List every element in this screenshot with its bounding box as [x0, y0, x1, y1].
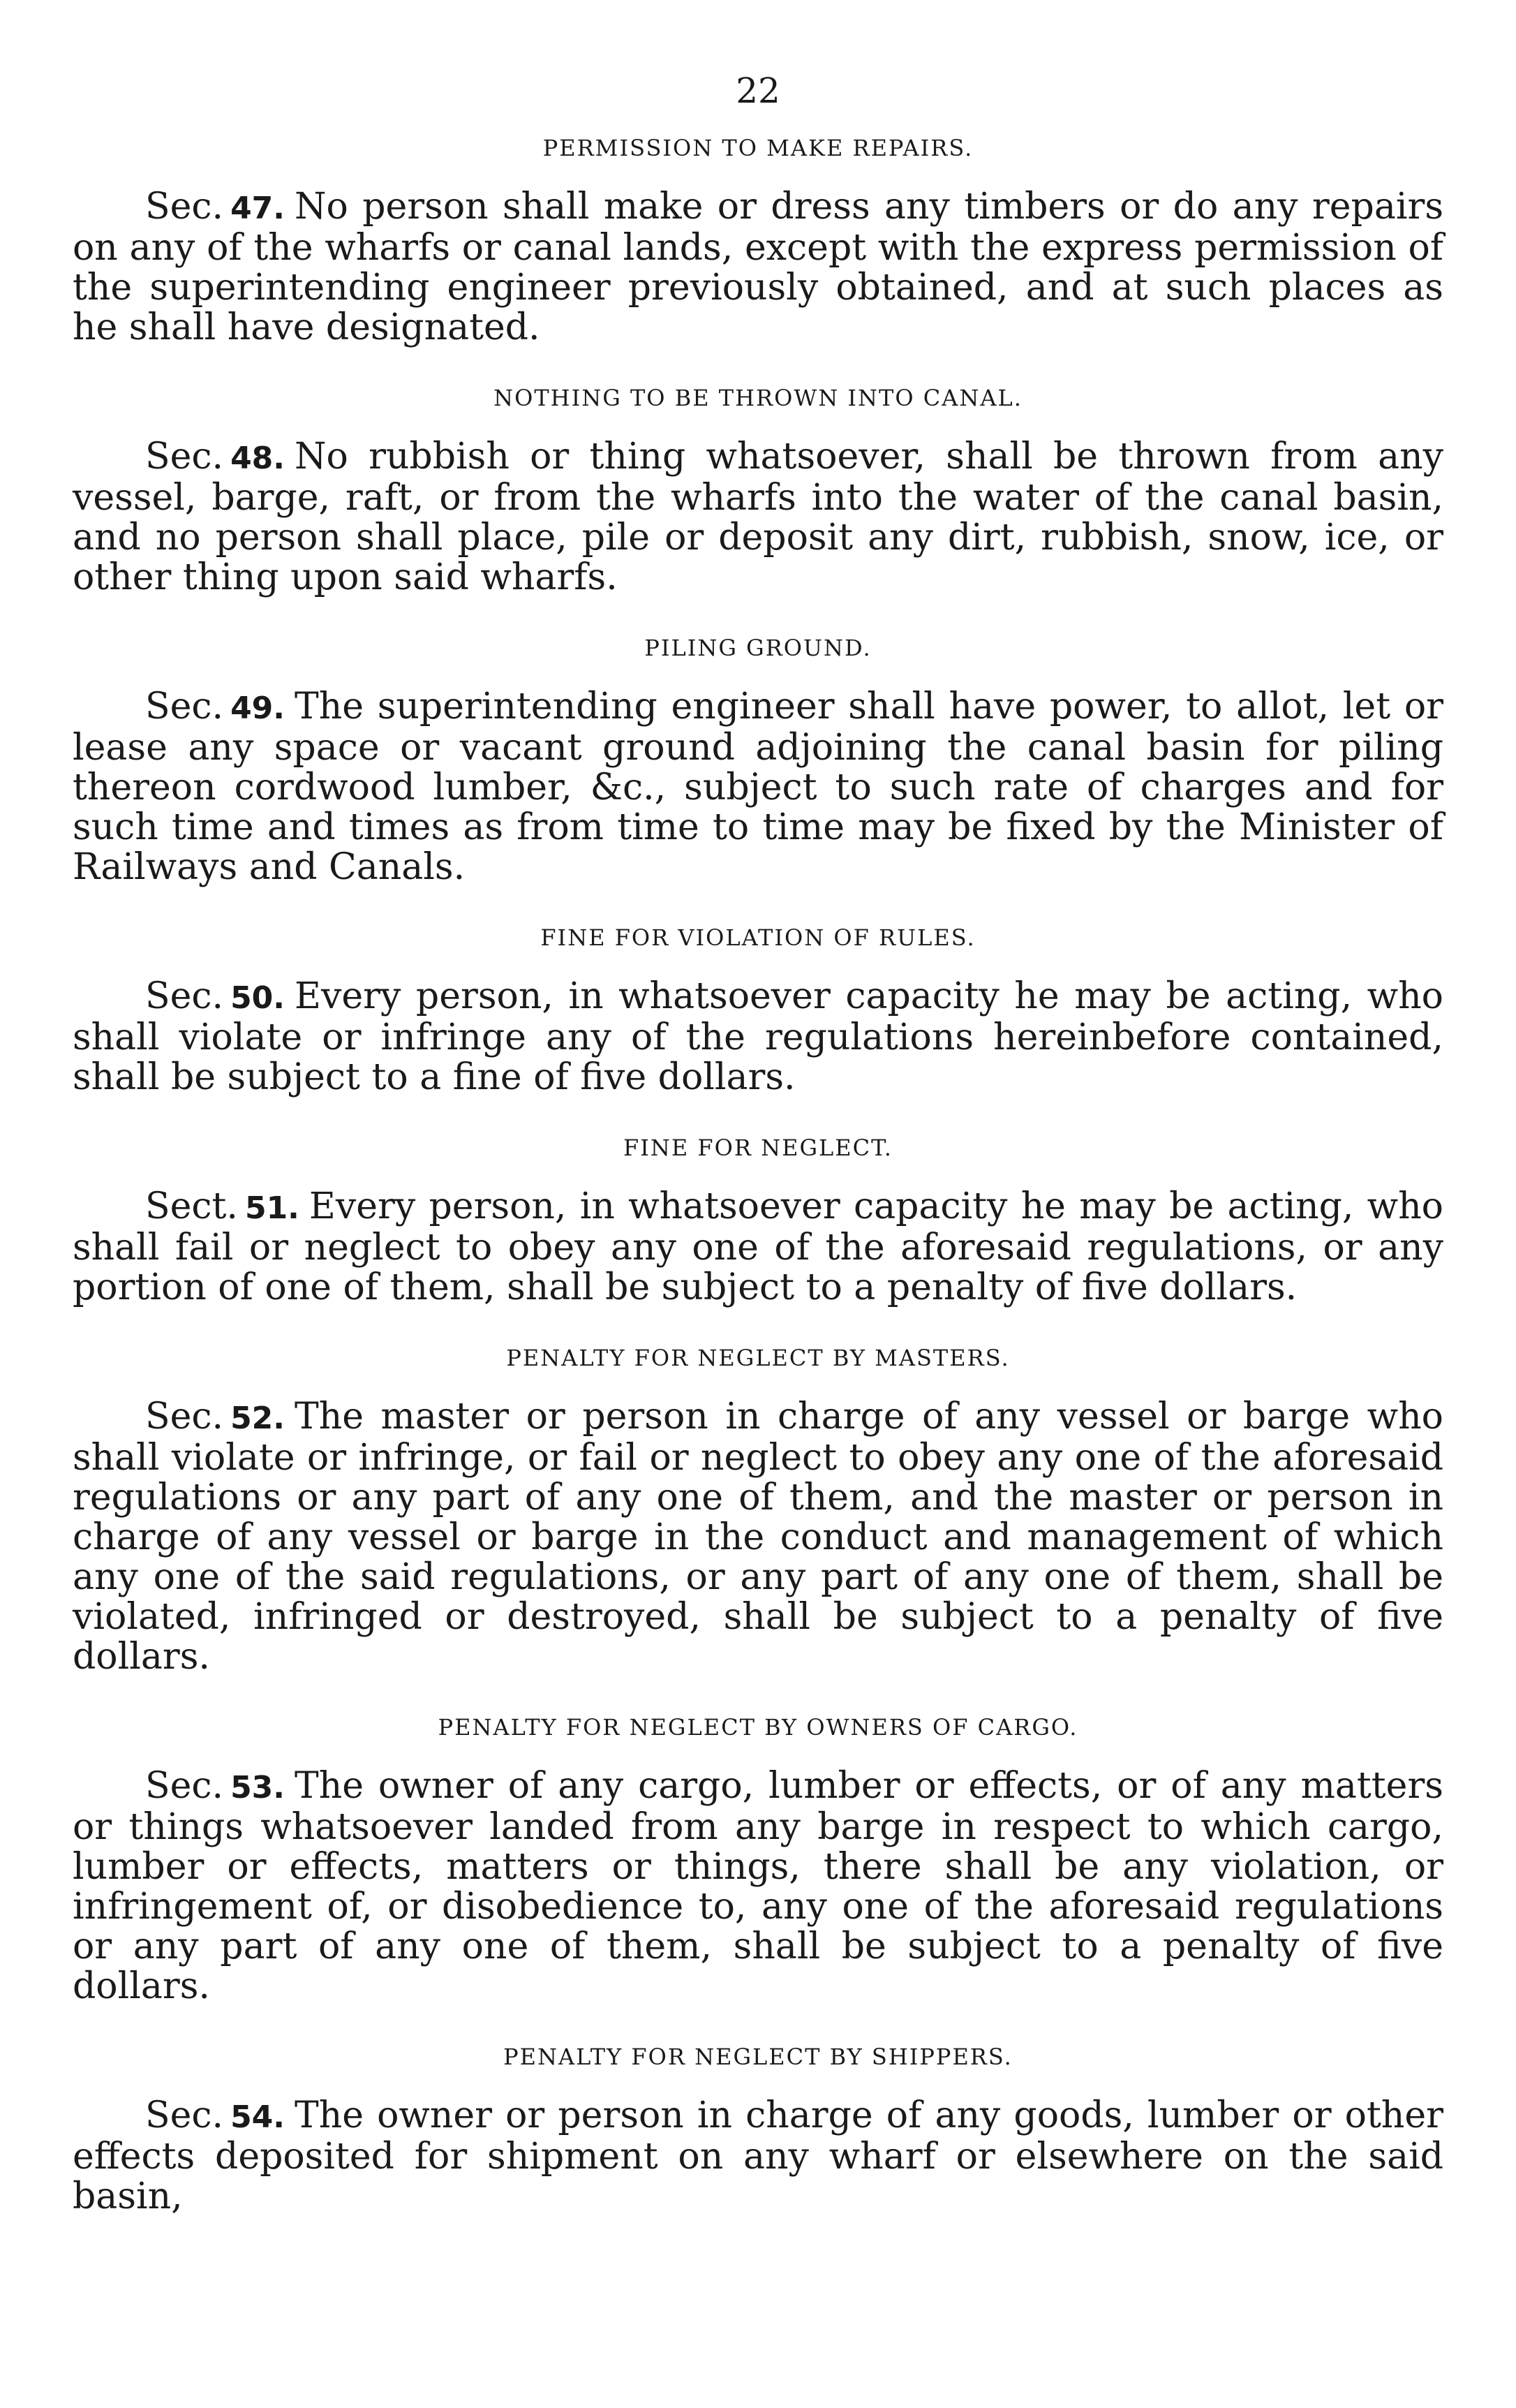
- section-text: The master or person in charge of any vessel or barge who shall violate or infringe, or fail or neglect to obey any one of the aforesaid regulations or any part of any one of them, and the master or person in charge of any vessel or barge in the conduct and management of which any one of the said regulations, or any part of any one of them, shall be violated, infringed or destroyed, shall be subject to a penalty of five dollars.: [73, 1396, 1443, 1678]
- section-54: [73, 2041, 1443, 2217]
- section-heading: PENALTY FOR NEGLECT BY OWNERS OF CARGO.: [438, 1714, 1078, 1741]
- section-47: [73, 133, 1443, 348]
- section-paragraph: [73, 1187, 1443, 1308]
- section-number: 50.: [230, 980, 285, 1016]
- section-50: [73, 922, 1443, 1098]
- section-51: [73, 1132, 1443, 1308]
- section-heading: PILING GROUND.: [644, 635, 872, 661]
- section-paragraph: [73, 2096, 1443, 2217]
- section-48: [73, 383, 1443, 598]
- section-49: [73, 633, 1443, 887]
- section-label: Sec.: [145, 436, 224, 478]
- page-number: 22: [736, 71, 780, 111]
- section-53: [73, 1712, 1443, 2007]
- section-text: The owner of any cargo, lumber or effects, or of any matters or things whatsoever landed from any barge in respect to which cargo, lumber or effects, matters or things, there shall be any violation, or infringement of, or disobedience to, any one of the aforesaid regulations or any part of any one of them, shall be subject to a penalty of five dollars.: [73, 1765, 1443, 2007]
- section-text: Every person, in whatsoever capacity he may be acting, who shall fail or neglect to obey any one of the aforesaid regulations, or any portion of one of them, shall be subject to a penalty of five dollars.: [73, 1185, 1443, 1308]
- section-text: No rubbish or thing whatsoever, shall be thrown from any vessel, barge, raft, or from the wharfs into the water of the canal basin, and no person shall place, pile or deposit any dirt, rubbish, snow, ice, or other thing upon said wharfs.: [73, 436, 1443, 598]
- section-paragraph: [73, 977, 1443, 1098]
- section-label: Sec.: [145, 975, 224, 1017]
- document-page: [73, 70, 1443, 2252]
- section-number: 51.: [244, 1190, 299, 1226]
- section-paragraph: [73, 1397, 1443, 1677]
- section-heading: PERMISSION TO MAKE REPAIRS.: [542, 135, 974, 161]
- section-heading: PENALTY FOR NEGLECT BY MASTERS.: [506, 1345, 1010, 1371]
- section-label: Sec.: [145, 2095, 224, 2136]
- section-paragraph: [73, 187, 1443, 348]
- section-label: Sec.: [145, 1765, 224, 1807]
- section-paragraph: [73, 437, 1443, 598]
- section-text: Every person, in whatsoever capacity he may be acting, who shall violate or infringe any of the regulations hereinbefore contained, shall be subject to a fine of five dollars.: [73, 975, 1443, 1098]
- section-label: Sect.: [145, 1185, 238, 1227]
- section-heading: PENALTY FOR NEGLECT BY SHIPPERS.: [503, 2044, 1013, 2070]
- section-number: 48.: [230, 441, 285, 476]
- section-number: 52.: [230, 1401, 285, 1436]
- section-heading: FINE FOR NEGLECT.: [623, 1135, 893, 1161]
- section-52: [73, 1343, 1443, 1677]
- section-label: Sec.: [145, 186, 224, 228]
- section-heading: FINE FOR VIOLATION OF RULES.: [540, 924, 976, 951]
- section-heading: NOTHING TO BE THROWN INTO CANAL.: [493, 385, 1023, 411]
- section-text: The owner or person in charge of any goods, lumber or other effects deposited for shipment on any wharf or elsewhere on the said basin,: [73, 2095, 1443, 2217]
- section-number: 49.: [230, 690, 285, 726]
- section-number: 54.: [230, 2099, 285, 2135]
- section-paragraph: [73, 1766, 1443, 2007]
- section-number: 53.: [230, 1770, 285, 1805]
- section-text: The superintending engineer shall have power, to allot, let or lease any space or vacant ground adjoining the canal basin for piling thereon cordwood lumber, &c., subject to such rate of charges and for such time and times as from time to time may be fixed by the Minister of Railways and Canals.: [73, 686, 1443, 888]
- section-text: No person shall make or dress any timbers or do any repairs on any of the wharfs or canal lands, except with the express permission of the superintending engineer previously obtained, and at such places as he shall have designated.: [73, 186, 1443, 348]
- section-label: Sec.: [145, 1396, 224, 1438]
- section-number: 47.: [230, 191, 285, 226]
- section-label: Sec.: [145, 686, 224, 727]
- section-paragraph: [73, 687, 1443, 887]
